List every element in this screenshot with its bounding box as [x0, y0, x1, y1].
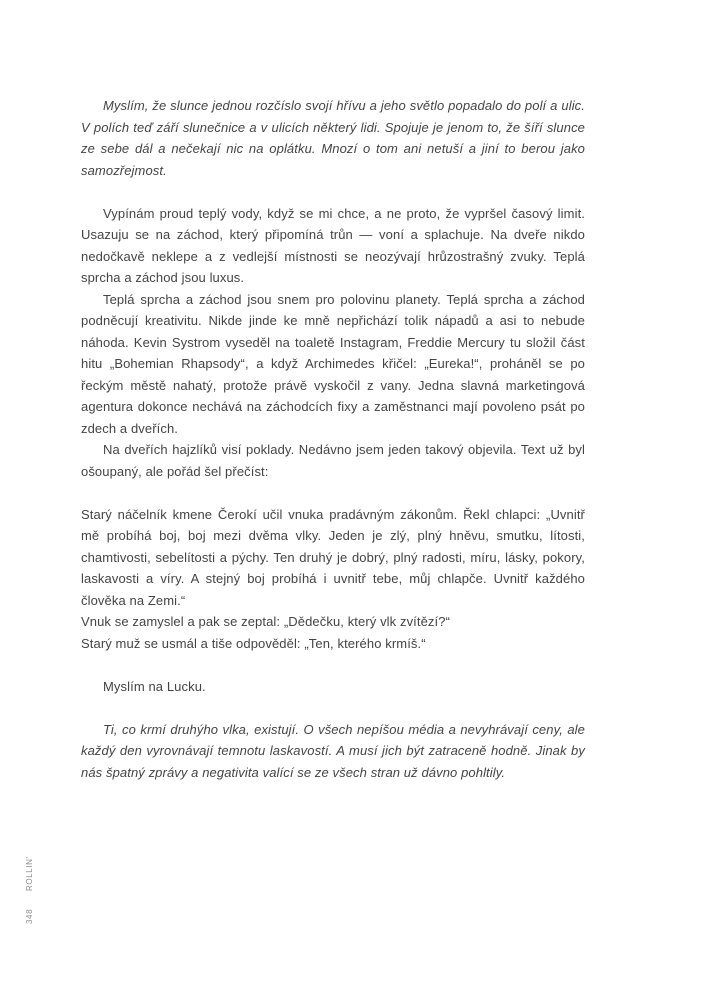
body-text-column	[81, 95, 585, 783]
paragraph-grandson-question: Vnuk se zamyslel a pak se zeptal: „Dědečku, který vlk zvítězí?“	[81, 614, 450, 629]
paragraph-old-man-answer: Starý muž se usmál a tiše odpověděl: „Ten, kterého krmíš.“	[81, 635, 426, 651]
paragraph-sun-intro: Myslím, že slunce jednou rozčíslo svojí hřívu a jeho světlo popadalo do polí a ulic. V polích teď září slunečnice a v ulicích některý lidi. Spojuje je jenom to, že šíří slunce ze sebe dál a nečekají nic na oplátku. Mnozí o tom ani netuší a jiní to berou jako samozřejmost.	[81, 98, 585, 178]
paragraph-thinking-of-lucka: Myslím na Lucku.	[103, 678, 206, 694]
paragraph-hot-water: Vypínám proud teplý vody, když se mi chce, a ne proto, že vypršel časový limit. Usazuju se na záchod, který připomíná trůn — voní a splachuje. Na dveře nikdo nedočkavě neklepe a z vedlejší místnosti se neozývají hrůzostrašný zvuky. Teplá sprcha a záchod jsou luxus.	[81, 205, 585, 285]
paragraph-second-wolf: Ti, co krmí druhýho vlka, existují. O všech nepíšou média a nevyhrávají ceny, ale každý den vyrovnávají temnotu laskavostí. A musí jich být zatraceně hodně. Jinak by nás špatný zprávy a negativita valící se ze všech stran už dávno pohltily.	[81, 721, 585, 780]
paragraph-cherokee-legend: Starý náčelník kmene Čerokí učil vnuka pradávným zákonům. Řekl chlapci: „Uvnitř mě probíhá boj, boj mezi dvěma vlky. Jeden je zlý, plný hněvu, smutku, lítosti, chamtivosti, sebelítosti a pýchy. Ten druhý je dobrý, plný radosti, míru, lásky, pokory, laskavosti a víry. A stejný boj probíhá i uvnitř tebe, můj chlapče. Uvnitř každého člověka na Zemi.“	[81, 506, 585, 608]
paragraph-door-treasures: Na dveřích hajzlíků visí poklady. Nedávno jsem jeden takový objevila. Text už byl ošoupaný, ale pořád šel přečíst:	[81, 442, 585, 479]
spine-book-title: ROLLIN'	[25, 856, 34, 891]
paragraph-shower-creativity: Teplá sprcha a záchod jsou snem pro polovinu planety. Teplá sprcha a záchod podněcují kreativitu. Nikde jinde ke mně nepřichází tolik nápadů a asi to nebude náhoda. Kevin Systrom vyseděl na toaletě Instagram, Freddie Mercury tu složil část hitu „Bohemian Rhapsody“, a když Archimedes křičel: „Eureka!“, proháněl se po řeckým městě nahatý, protože právě vyskočil z vany. Jedna slavná marketingová agentura dokonce nechává na záchodcích fixy a zaměstnanci mají povoleno psát po zdech a dveřích.	[81, 291, 585, 436]
spine-page-number: 348	[25, 908, 34, 924]
